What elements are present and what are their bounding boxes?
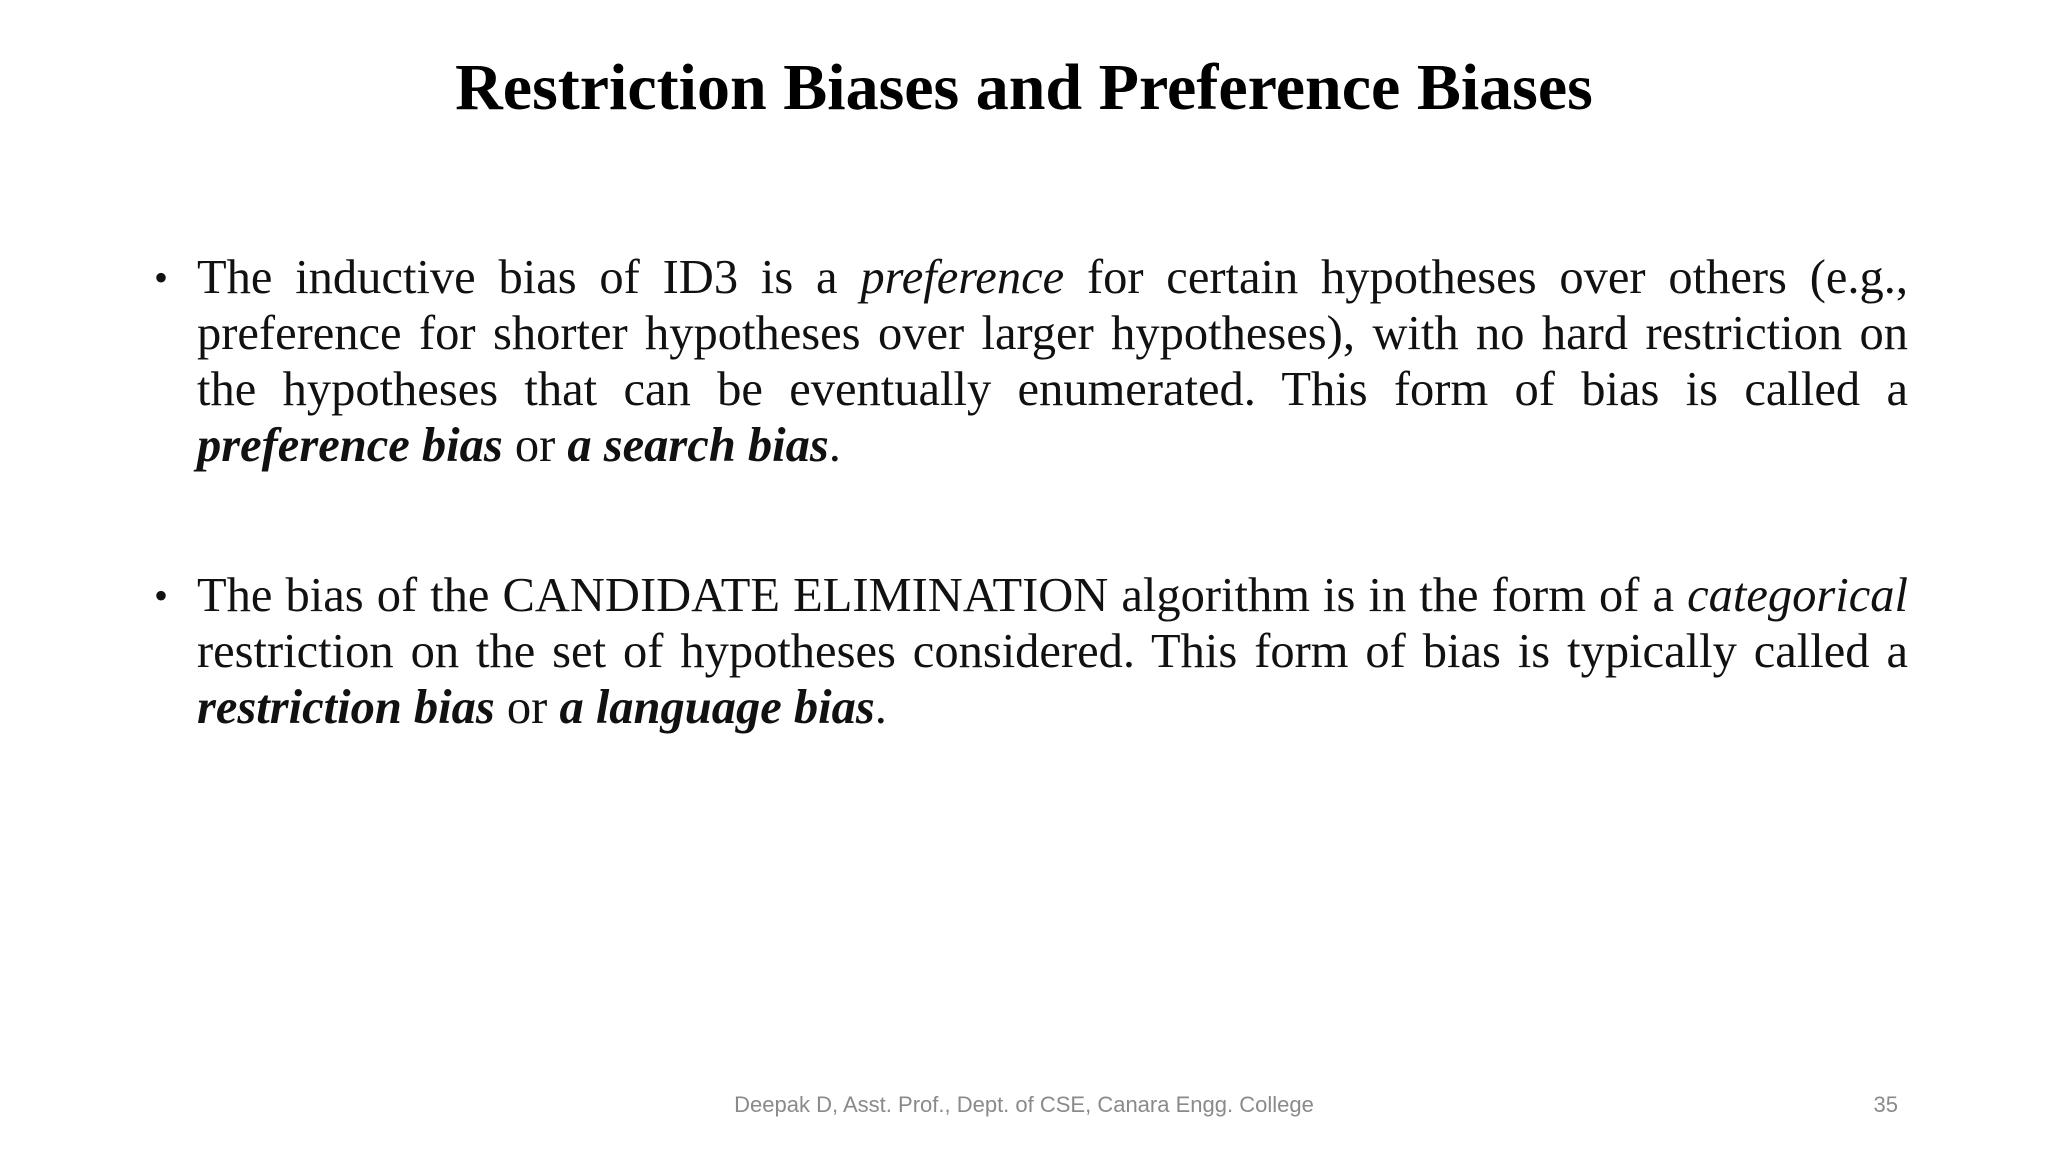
text-segment: . <box>874 681 887 734</box>
italic-term: preference <box>860 251 1065 304</box>
key-term: preference bias <box>197 419 503 472</box>
text-segment: The bias of the CANDIDATE ELIMINATION algorithm is in the form of a <box>197 569 1688 622</box>
bullet-item-id3-preference-bias <box>150 250 1908 474</box>
text-segment: or <box>502 419 568 472</box>
text-segment: The inductive bias of ID3 is a <box>197 251 861 304</box>
text-segment: restriction on the set of hypotheses considered. This form of bias is typically called a <box>197 625 1908 678</box>
bullet-list <box>150 250 1908 736</box>
key-term: restriction bias <box>197 681 495 734</box>
slide-footer: Deepak D, Asst. Prof., Dept. of CSE, Canara Engg. College <box>734 1092 1314 1117</box>
bullet-dot-icon: • <box>154 573 169 618</box>
page-number: 35 <box>1873 1092 1898 1117</box>
text-segment: or <box>494 681 560 734</box>
text-segment: for certain hypotheses over others (e.g., preference for shorter hypotheses over larger hypotheses), with no hard restriction on the hypotheses that can be eventually enumerated. This form of bias is called a <box>197 251 1909 416</box>
italic-term: categorical <box>1687 569 1908 622</box>
bullet-text <box>197 569 1908 734</box>
slide-title: Restriction Biases and Preference Biases <box>455 51 1593 124</box>
text-segment: . <box>828 419 841 472</box>
bullet-dot-icon: • <box>154 255 169 300</box>
key-term: a search bias <box>567 419 829 472</box>
bullet-item-candidate-elimination-restriction-bias <box>150 568 1908 736</box>
bullet-text <box>197 251 1908 472</box>
key-term: a language bias <box>559 681 875 734</box>
